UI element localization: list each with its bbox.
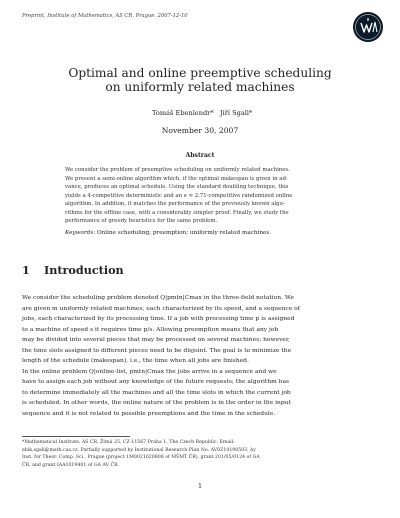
body-line: have to assign each job without any knowledge of the future requests; the algorithm has xyxy=(22,378,290,385)
abstract-line: yields a 4-competitive deterministic and an e ≈ 2.71-competitive randomized online xyxy=(65,192,293,199)
abstract-line: vance, produces an optimal schedule. Using the standard doubling technique, this xyxy=(65,184,289,190)
body-line: jobs, each characterized by its processing time. If a job with processing time p is assigned xyxy=(22,315,295,322)
abstract-line: We consider the problem of preemptive scheduling on uniformly related machines. xyxy=(65,167,290,173)
abstract-line: rithms for the offline case, with a considerably simpler proof. Finally, we study the xyxy=(65,209,289,216)
institute-logo-icon xyxy=(353,12,383,42)
body-line: are given m uniformly related machines, each characterized by its speed, and a sequence of xyxy=(22,304,300,312)
paper-title-line-2: on uniformly related machines xyxy=(105,80,295,94)
footnote-line: Inst. for Theor. Comp. Sci., Prague (project 1M0021620808 of MŠMT ČR), grant 201/05/0124 of GA xyxy=(22,455,260,460)
body-line: length of the schedule (makespan), i.e., the time when all jobs are finished. xyxy=(22,357,249,364)
page-number: 1 xyxy=(198,483,202,490)
body-line: to a machine of speed s it requires time p/s. Allowing preemption means that any job xyxy=(22,325,279,333)
abstract-line: We present a semi-online algorithm which, if the optimal makespan is given in ad- xyxy=(65,175,288,182)
abstract-line: performance of greedy heuristics for the same problem. xyxy=(65,218,218,224)
body-line: We consider the scheduling problem denoted Q|pmtn|Cmax in the three-field notation. We xyxy=(22,294,294,301)
keywords xyxy=(65,230,271,236)
section-title: Introduction xyxy=(44,263,124,277)
footnote-line: ČR, and grant IAA1019401 of GA AV ČR. xyxy=(22,462,120,468)
body-line: may be divided into several pieces that may be processed on several machines; however, xyxy=(22,336,291,343)
section-heading xyxy=(22,263,124,277)
body-line: to determine immediately all the machines and all the time slots in which the current job xyxy=(22,388,291,396)
footnote-line: *Mathematical Institute, AS CR, Žitná 25, CZ-11567 Praha 1, The Czech Republic. Email: xyxy=(22,440,235,445)
preprint-header: Preprint, Institute of Mathematics, AS CR, Prague. 2007-12-10 xyxy=(22,13,188,19)
section-number: 1 xyxy=(22,263,30,277)
body-line: In the online problem Q|online-list, pmtn|Cmax the jobs arrive in a sequence and we xyxy=(22,367,277,375)
body-line: sequence and it is not related to possible preemptions and the time in the schedule. xyxy=(22,409,276,417)
footnote-email-line: ebik,sgall@math.cas.cz. Partially supported by Institutional Research Plan No. AV0Z10190503, by xyxy=(22,447,256,453)
paper-date: November 30, 2007 xyxy=(161,126,239,135)
author-name: Tomáš Ebenlendr* xyxy=(152,109,214,117)
body-line: the time slots assigned to different pieces need to be disjoint. The goal is to minimize the xyxy=(22,346,292,354)
keywords-label: Keywords: xyxy=(65,230,96,236)
footnote-divider xyxy=(22,436,130,437)
abstract-heading: Abstract xyxy=(185,152,215,159)
keywords-text: Online scheduling; preemption; uniformly related machines. xyxy=(95,230,272,236)
author-name: Jiří Sgall* xyxy=(220,109,253,117)
abstract-line: algorithm. In addition, it matches the performance of the previously known algo- xyxy=(65,201,285,207)
body-line: is scheduled. In other words, the online nature of the problem is in the order in the input xyxy=(22,399,291,406)
paper-title-line-1: Optimal and online preemptive scheduling xyxy=(68,66,332,80)
